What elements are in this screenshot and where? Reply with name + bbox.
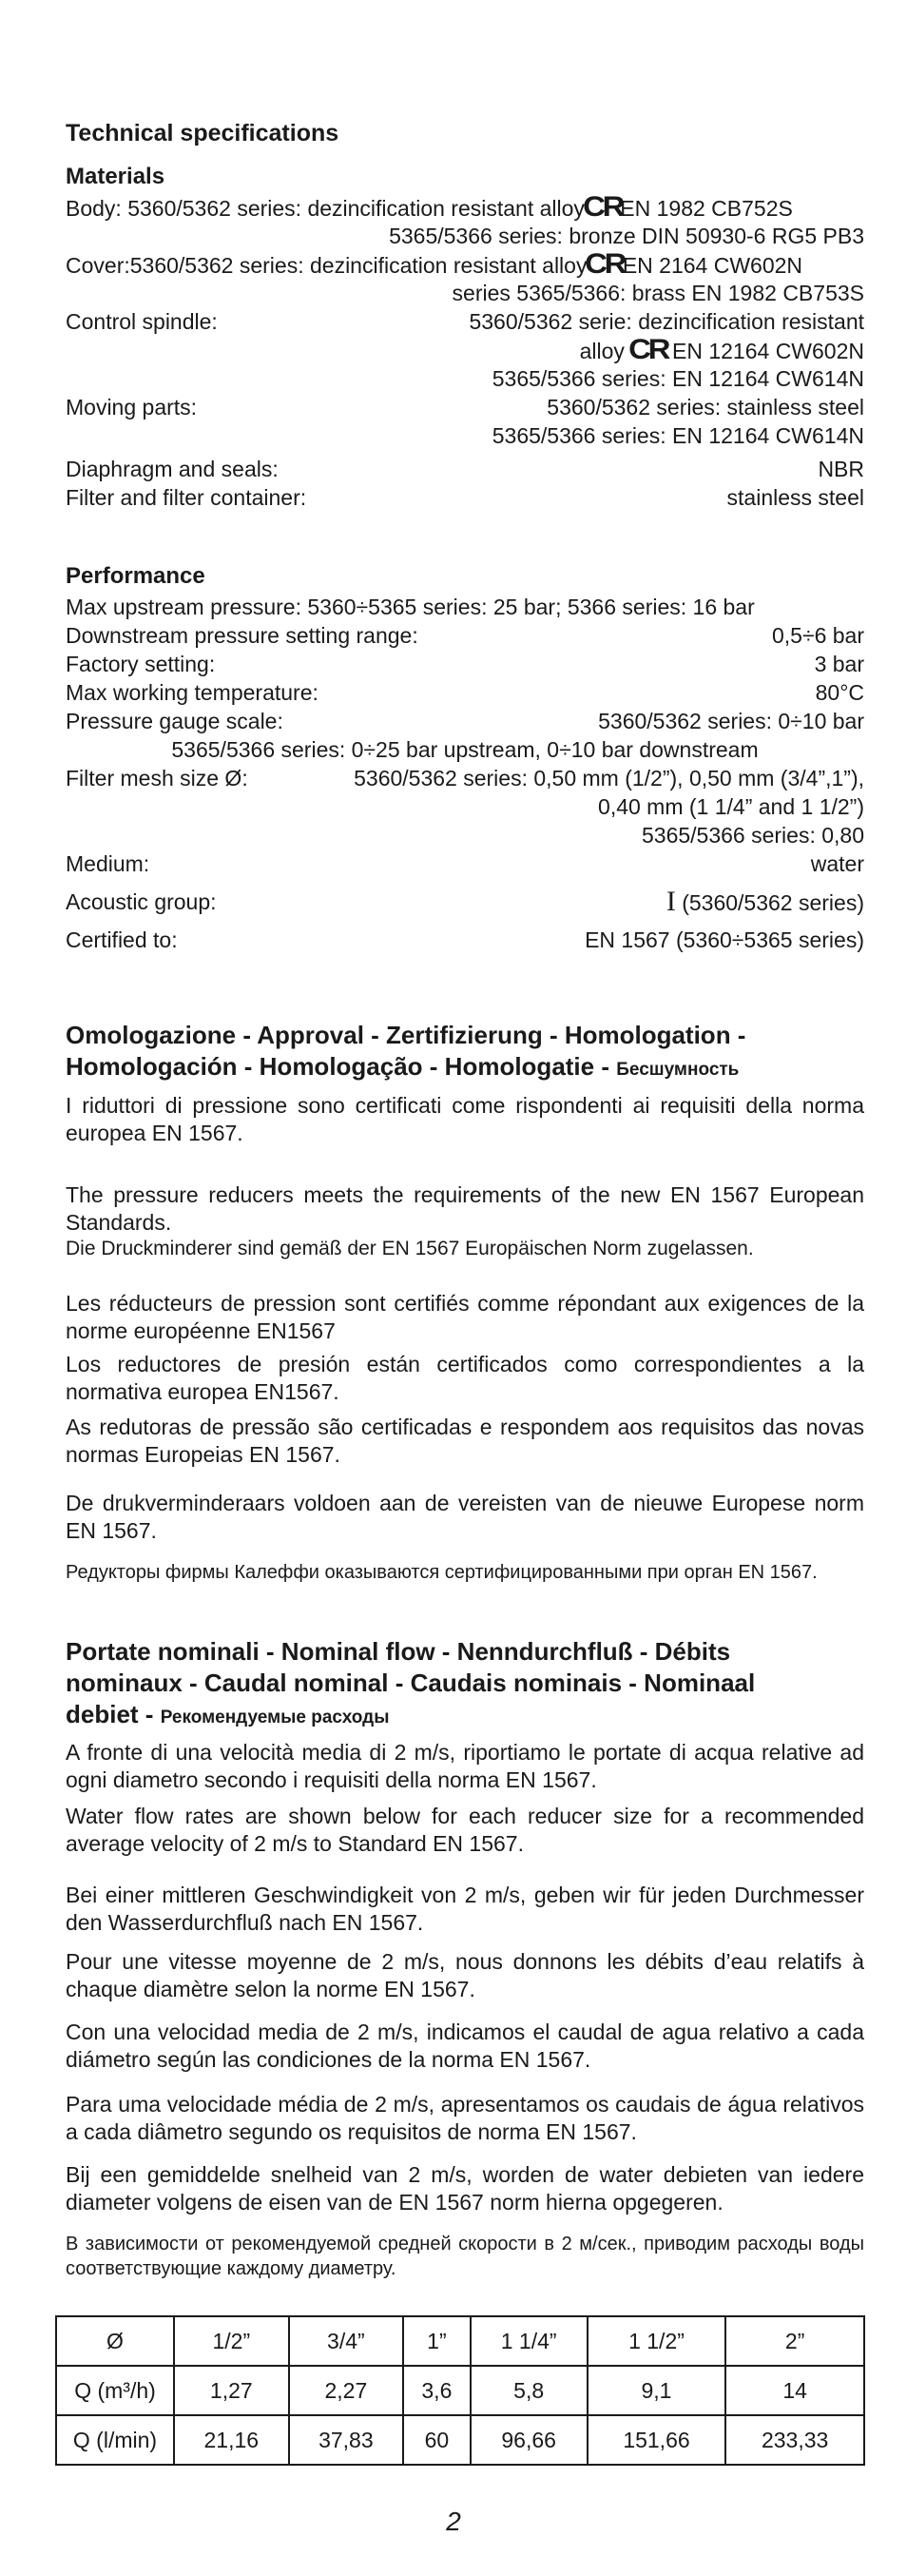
approval-text-fr: Les réducteurs de pression sont certifiés comme répondant aux exigences de la norme européenne EN1567 (66, 1291, 864, 1343)
table-cell: 5,8 (471, 2366, 588, 2415)
filter-row: Filter and filter container: stainless steel (66, 485, 864, 510)
page-title: Technical specifications (66, 120, 339, 146)
medium-row: Medium: water (66, 851, 864, 876)
nominal-flow-table (55, 2315, 865, 2466)
cover-row-2: series 5365/5366: brass EN 1982 CB753S (452, 281, 864, 305)
flow-text-de: Bei einer mittleren Geschwindigkeit von 2 m/s, geben wir für jeden Durchmesser den Wasserdurchfluß nach EN 1567. (66, 1883, 864, 1935)
flow-text-it: A fronte di una velocità media di 2 m/s, riportiamo le portate di acqua relative ad ogni diametro secondo i requisiti della norma EN 1567. (66, 1740, 864, 1792)
flow-text-pt: Para uma velocidade média de 2 m/s, apresentamos os caudais de água relativos a cada diâmetro segundo os requisitos de norma EN 1567. (66, 2092, 864, 2144)
mesh-row-1: Filter mesh size Ø: 5360/5362 series: 0,50 mm (1/2”), 0,50 mm (3/4”,1”), (66, 766, 864, 790)
body-row-1: Body: 5360/5362 series: dezincification resistant alloyCREN 1982 CB752S (66, 191, 793, 223)
table-header-cell: Ø (56, 2316, 174, 2366)
acoustic-row: Acoustic group: I (5360/5362 series) (66, 886, 864, 917)
table-row (56, 2366, 864, 2415)
table-header-cell: 1 1/4” (471, 2316, 588, 2366)
table-cell: 151,66 (588, 2415, 726, 2465)
table-row (56, 2415, 864, 2465)
flow-text-es: Con una velocidad media de 2 m/s, indicamos el caudal de agua relativo a cada diámetro según las condiciones de la norma EN 1567. (66, 2020, 864, 2072)
flow-text-en: Water flow rates are shown below for each reducer size for a recommended average velocity of 2 m/s to Standard EN 1567. (66, 1804, 864, 1856)
table-row-label: Q (m³/h) (56, 2366, 174, 2415)
temperature-row: Max working temperature: 80°C (66, 680, 864, 705)
diaphragm-row: Diaphragm and seals: NBR (66, 457, 864, 481)
performance-heading: Performance (66, 563, 205, 589)
gauge-row-2: 5365/5366 series: 0÷25 bar upstream, 0÷10 bar downstream (171, 737, 759, 762)
table-header-cell: 1/2” (174, 2316, 289, 2366)
table-cell: 9,1 (588, 2366, 726, 2415)
body-row-2: 5365/5366 series: bronze DIN 50930-6 RG5 PB3 (389, 224, 864, 248)
spindle-row-3: 5365/5366 series: EN 12164 CW614N (492, 366, 864, 391)
approval-text-de: Die Druckminderer sind gemäß der EN 1567 Europäischen Norm zugelassen. (66, 1238, 754, 1259)
table-cell: 3,6 (403, 2366, 470, 2415)
mesh-row-2: 0,40 mm (1 1/4” and 1 1/2”) (598, 794, 864, 819)
flow-heading: Portate nominali - Nominal flow - Nenndurchfluß - Débits nominaux - Caudal nominal - Caudais nominais - Nominaal debiet - Рекомендуемые расходы (66, 1637, 756, 1728)
materials-heading: Materials (66, 164, 165, 189)
table-cell: 96,66 (471, 2415, 588, 2465)
table-cell: 233,33 (725, 2415, 864, 2465)
moving-row-1: Moving parts: 5360/5362 series: stainless steel (66, 395, 864, 420)
approval-text-ru: Редукторы фирмы Калеффи оказываются сертифицированными при орган EN 1567. (66, 1562, 818, 1583)
spindle-row-2: alloy CR EN 12164 CW602N (579, 334, 864, 365)
approval-text-nl: De drukverminderaars voldoen aan de vereisten van de nieuwe Europese norm EN 1567. (66, 1491, 864, 1543)
table-header-cell: 2” (725, 2316, 864, 2366)
approval-text-es: Los reductores de presión están certificados como correspondientes a la normativa europea EN1567. (66, 1352, 864, 1404)
factory-row: Factory setting: 3 bar (66, 652, 864, 676)
table-header-row (56, 2316, 864, 2366)
acoustic-group-numeral: I (666, 886, 676, 917)
cover-row-1: Cover:5360/5362 series: dezincification resistant alloyCREN 2164 CW602N (66, 248, 803, 280)
cr-mark-icon: CR (583, 191, 623, 223)
approval-text-en: The pressure reducers meets the requirements of the new EN 1567 European Standards. (66, 1182, 864, 1235)
approval-text-pt: As redutoras de pressão são certificadas e respondem aos requisitos das novas normas Europeias EN 1567. (66, 1415, 864, 1467)
flow-text-ru: В зависимости от рекомендуемой средней скорости в 2 м/сек., приводим расходы воды соответствующие каждому диаметру. (66, 2234, 864, 2279)
table-cell: 2,27 (289, 2366, 404, 2415)
flow-text-fr: Pour une vitesse moyenne de 2 m/s, nous donnons les débits d’eau relatifs à chaque diamètre selon la norme EN 1567. (66, 1949, 864, 2001)
gauge-row-1: Pressure gauge scale: 5360/5362 series: 0÷10 bar (66, 709, 864, 733)
approval-heading: Omologazione - Approval - Zertifizierung - Homologation - Homologación - Homologação - Homologatie - Бесшумность (66, 1021, 746, 1081)
cr-mark-icon: CR (585, 248, 625, 280)
table-header-cell: 3/4” (289, 2316, 404, 2366)
mesh-row-3: 5365/5366 series: 0,80 (641, 823, 864, 848)
table-cell: 21,16 (174, 2415, 289, 2465)
cr-mark-icon: CR (628, 334, 668, 365)
moving-row-2: 5365/5366 series: EN 12164 CW614N (492, 423, 864, 448)
certified-row: Certified to: EN 1567 (5360÷5365 series) (66, 927, 864, 952)
approval-text-it: I riduttori di pressione sono certificati come rispondenti ai requisiti della norma europea EN 1567. (66, 1093, 864, 1145)
downstream-row: Downstream pressure setting range: 0,5÷6 bar (66, 623, 864, 648)
table-cell: 37,83 (289, 2415, 404, 2465)
table-header-cell: 1” (403, 2316, 470, 2366)
flow-text-nl: Bij een gemiddelde snelheid van 2 m/s, worden de water debieten van iedere diameter volgens de eisen van de EN 1567 norm hierna opgegeren. (66, 2162, 864, 2215)
table-header-cell: 1 1/2” (588, 2316, 726, 2366)
spindle-row-1: Control spindle: 5360/5362 serie: dezincification resistant (66, 309, 864, 334)
table-cell: 1,27 (174, 2366, 289, 2415)
table-cell: 14 (725, 2366, 864, 2415)
page-number: 2 (446, 2507, 461, 2536)
table-row-label: Q (l/min) (56, 2415, 174, 2465)
table-cell: 60 (403, 2415, 470, 2465)
max-upstream-row: Max upstream pressure: 5360÷5365 series: 25 bar; 5366 series: 16 bar (66, 595, 755, 619)
